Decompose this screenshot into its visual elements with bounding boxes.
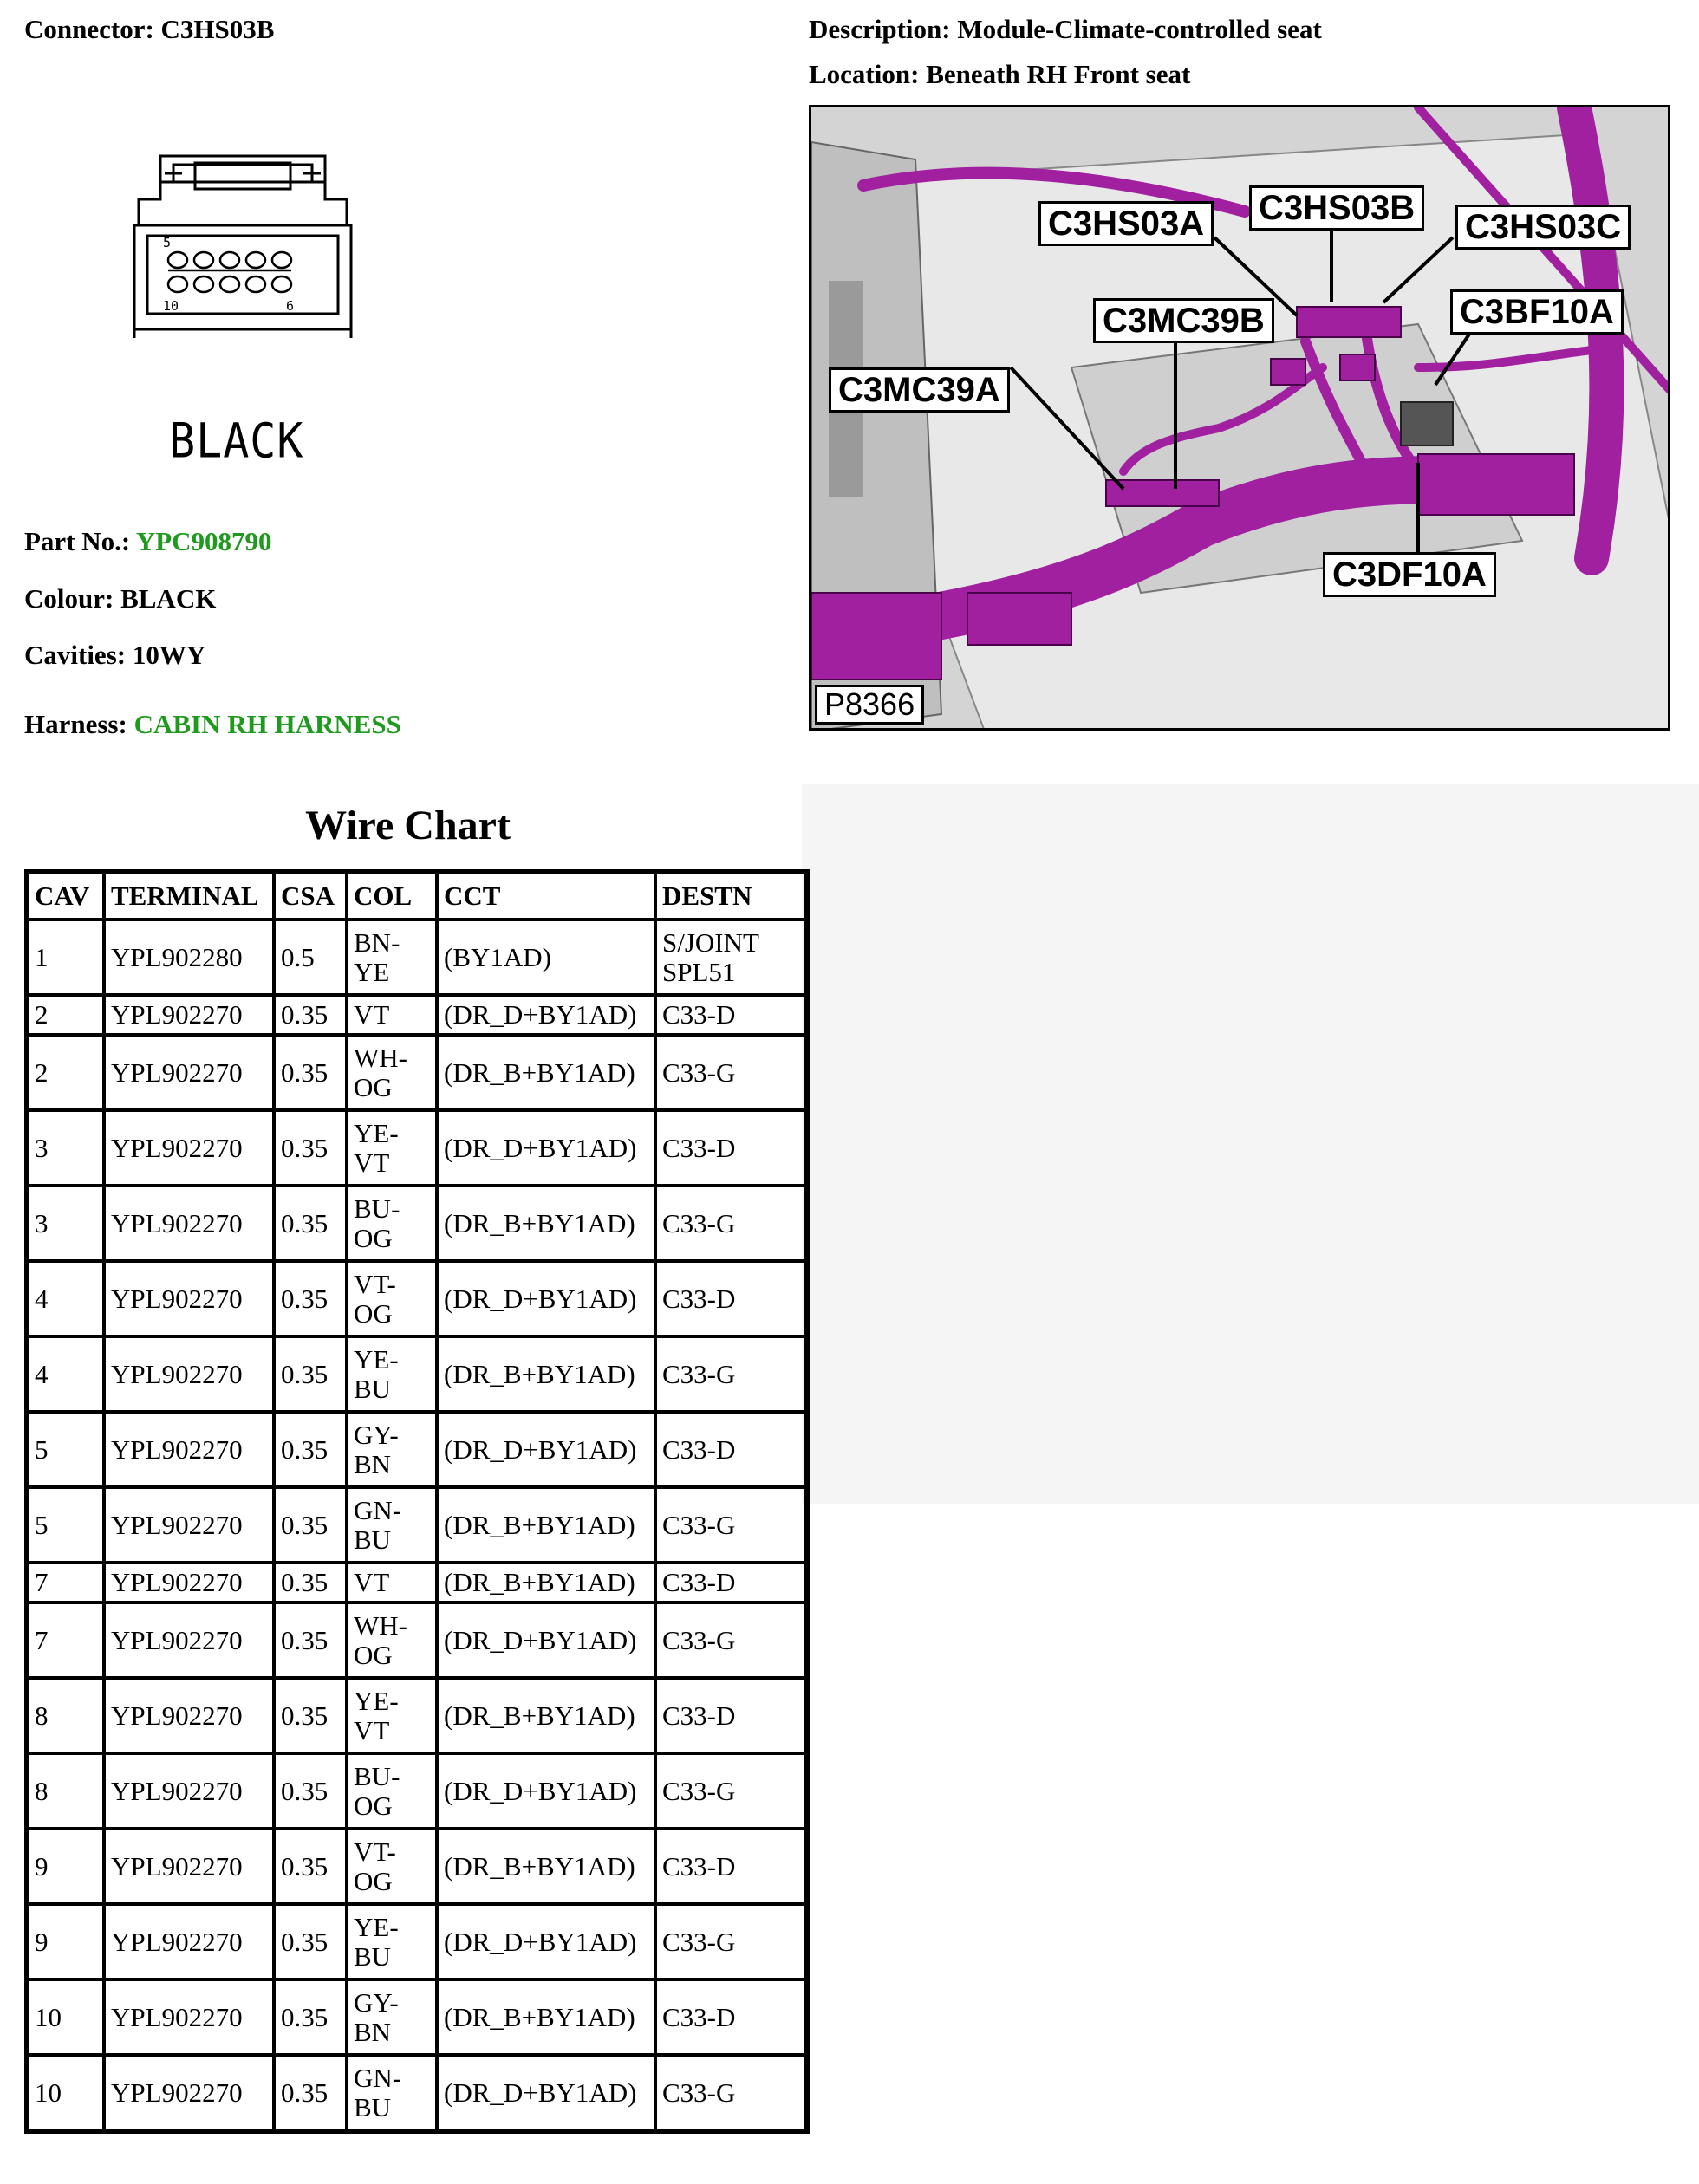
- cell-destn: C33-D: [655, 1563, 806, 1602]
- location-heading: [809, 59, 1190, 90]
- cell-csa: 0.35: [274, 1487, 347, 1563]
- cell-cav: 8: [28, 1678, 104, 1753]
- cell-terminal: YPL902270: [104, 1678, 274, 1753]
- cell-csa: 0.35: [274, 1186, 347, 1261]
- cell-col: YE- VT: [347, 1678, 437, 1753]
- location-illustration: [809, 105, 1670, 731]
- cell-terminal: YPL902270: [104, 1261, 274, 1336]
- column-header-col: COL: [347, 873, 437, 920]
- cell-terminal: YPL902270: [104, 1336, 274, 1412]
- table-row: [28, 1563, 806, 1602]
- column-header-destn: DESTN: [655, 873, 806, 920]
- cell-csa: 0.35: [274, 1602, 347, 1678]
- table-row: [28, 1261, 806, 1336]
- cell-destn: C33-D: [655, 1678, 806, 1753]
- cell-destn: C33-G: [655, 1753, 806, 1829]
- callout-c3mc39b: C3MC39B: [1093, 298, 1274, 343]
- cell-destn: S/JOINT SPL51: [655, 920, 806, 995]
- table-row: [28, 1979, 806, 2055]
- wire-chart-body: [28, 920, 806, 2130]
- colour-value: BLACK: [120, 583, 217, 614]
- cell-terminal: YPL902270: [104, 1979, 274, 2055]
- cell-cct: (BY1AD): [437, 920, 655, 995]
- callout-c3bf10a: C3BF10A: [1450, 289, 1624, 335]
- cell-cav: 4: [28, 1336, 104, 1412]
- column-header-terminal: TERMINAL: [104, 873, 274, 920]
- cell-destn: C33-G: [655, 1035, 806, 1110]
- callout-c3mc39a: C3MC39A: [829, 367, 1010, 413]
- cell-destn: C33-G: [655, 1186, 806, 1261]
- cell-csa: 0.35: [274, 1904, 347, 1979]
- cell-terminal: YPL902280: [104, 920, 274, 995]
- cell-cav: 7: [28, 1563, 104, 1602]
- cell-col: BU- OG: [347, 1753, 437, 1829]
- vehicle-floor-drawing: [811, 107, 1670, 731]
- cell-csa: 0.35: [274, 1753, 347, 1829]
- cell-terminal: YPL902270: [104, 995, 274, 1035]
- cell-cct: (DR_D+BY1AD): [437, 1602, 655, 1678]
- cell-col: BU- OG: [347, 1186, 437, 1261]
- cell-col: VT: [347, 1563, 437, 1602]
- cell-csa: 0.35: [274, 2055, 347, 2130]
- cell-csa: 0.35: [274, 1829, 347, 1904]
- cell-cav: 3: [28, 1110, 104, 1186]
- cell-terminal: YPL902270: [104, 1563, 274, 1602]
- column-header-cct: CCT: [437, 873, 655, 920]
- cell-cav: 5: [28, 1487, 104, 1563]
- connector-colour-caption: BLACK: [169, 413, 304, 469]
- description-label: Description:: [809, 14, 951, 44]
- cell-cav: 8: [28, 1753, 104, 1829]
- cell-destn: C33-D: [655, 1110, 806, 1186]
- harness-link[interactable]: CABIN RH HARNESS: [133, 709, 401, 739]
- cell-cct: (DR_B+BY1AD): [437, 1487, 655, 1563]
- callout-c3df10a: C3DF10A: [1323, 552, 1496, 597]
- cell-cav: 5: [28, 1412, 104, 1487]
- table-row: [28, 1829, 806, 1904]
- cell-cct: (DR_D+BY1AD): [437, 1261, 655, 1336]
- part-number-label: Part No.:: [24, 526, 131, 556]
- table-row: [28, 1110, 806, 1186]
- cell-terminal: YPL902270: [104, 2055, 274, 2130]
- connector-value: C3HS03B: [160, 14, 275, 44]
- table-row: [28, 1753, 806, 1829]
- cell-terminal: YPL902270: [104, 1110, 274, 1186]
- callout-c3hs03c: C3HS03C: [1455, 205, 1631, 250]
- cell-csa: 0.35: [274, 1110, 347, 1186]
- cell-terminal: YPL902270: [104, 1602, 274, 1678]
- connector-face-drawing: [113, 139, 373, 338]
- cell-col: VT- OG: [347, 1829, 437, 1904]
- connector-outline: [113, 139, 373, 338]
- table-row: [28, 1336, 806, 1412]
- cell-col: YE- BU: [347, 1904, 437, 1979]
- cavities-row: [24, 640, 205, 671]
- wire-chart-title: Wire Chart: [305, 803, 511, 848]
- cell-destn: C33-D: [655, 1979, 806, 2055]
- cell-cav: 4: [28, 1261, 104, 1336]
- cell-destn: C33-G: [655, 1602, 806, 1678]
- callout-c3hs03b: C3HS03B: [1249, 185, 1424, 231]
- cell-col: GY- BN: [347, 1412, 437, 1487]
- pin-label-5: 5: [163, 235, 172, 250]
- cell-destn: C33-G: [655, 2055, 806, 2130]
- part-number-row: [24, 526, 272, 557]
- cell-cav: 9: [28, 1904, 104, 1979]
- location-label: Location:: [809, 59, 920, 89]
- cell-cct: (DR_B+BY1AD): [437, 1979, 655, 2055]
- cell-destn: C33-G: [655, 1336, 806, 1412]
- cell-cct: (DR_D+BY1AD): [437, 995, 655, 1035]
- cell-destn: C33-D: [655, 1261, 806, 1336]
- cell-cav: 2: [28, 995, 104, 1035]
- table-row: [28, 1487, 806, 1563]
- table-row: [28, 1186, 806, 1261]
- cell-terminal: YPL902270: [104, 1829, 274, 1904]
- cell-col: BN- YE: [347, 920, 437, 995]
- cell-csa: 0.35: [274, 1261, 347, 1336]
- cell-cav: 10: [28, 2055, 104, 2130]
- cell-csa: 0.35: [274, 1678, 347, 1753]
- part-number-link[interactable]: YPC908790: [135, 526, 272, 556]
- table-row: [28, 1035, 806, 1110]
- cell-terminal: YPL902270: [104, 1412, 274, 1487]
- cell-destn: C33-D: [655, 1829, 806, 1904]
- cell-cav: 1: [28, 920, 104, 995]
- cell-destn: C33-D: [655, 995, 806, 1035]
- cell-cct: (DR_B+BY1AD): [437, 1336, 655, 1412]
- wire-chart-header-row: [28, 873, 806, 920]
- cell-cct: (DR_D+BY1AD): [437, 1412, 655, 1487]
- cell-col: YE- BU: [347, 1336, 437, 1412]
- location-value: Beneath RH Front seat: [926, 59, 1191, 89]
- cell-terminal: YPL902270: [104, 1904, 274, 1979]
- harness-row: [24, 709, 401, 740]
- cavities-value: 10WY: [132, 640, 206, 670]
- cell-col: VT: [347, 995, 437, 1035]
- cell-terminal: YPL902270: [104, 1753, 274, 1829]
- table-row: [28, 2055, 806, 2130]
- cell-col: YE- VT: [347, 1110, 437, 1186]
- cell-cav: 3: [28, 1186, 104, 1261]
- pin-label-10: 10: [163, 298, 179, 314]
- cell-cav: 9: [28, 1829, 104, 1904]
- cell-cct: (DR_B+BY1AD): [437, 1829, 655, 1904]
- table-row: [28, 1678, 806, 1753]
- cell-cct: (DR_D+BY1AD): [437, 1110, 655, 1186]
- cell-csa: 0.5: [274, 920, 347, 995]
- description-heading: [809, 14, 1322, 45]
- table-row: [28, 1602, 806, 1678]
- connector-label: Connector:: [24, 14, 154, 44]
- cell-col: GN- BU: [347, 2055, 437, 2130]
- callout-c3hs03a: C3HS03A: [1038, 201, 1214, 246]
- table-row: [28, 1904, 806, 1979]
- cell-cav: 2: [28, 1035, 104, 1110]
- colour-label: Colour:: [24, 583, 114, 614]
- description-value: Module-Climate-controlled seat: [957, 14, 1322, 44]
- table-row: [28, 995, 806, 1035]
- cell-terminal: YPL902270: [104, 1487, 274, 1563]
- cavities-label: Cavities:: [24, 640, 127, 670]
- table-row: [28, 1412, 806, 1487]
- colour-row: [24, 583, 216, 614]
- cell-cct: (DR_B+BY1AD): [437, 1186, 655, 1261]
- column-header-cav: CAV: [28, 873, 104, 920]
- cell-col: VT- OG: [347, 1261, 437, 1336]
- illustration-id: P8366: [815, 685, 924, 725]
- cell-col: WH- OG: [347, 1035, 437, 1110]
- cell-terminal: YPL902270: [104, 1186, 274, 1261]
- empty-panel: [802, 784, 1699, 1504]
- table-row: [28, 920, 806, 995]
- cell-cct: (DR_D+BY1AD): [437, 2055, 655, 2130]
- pin-label-6: 6: [286, 298, 295, 314]
- cell-csa: 0.35: [274, 1035, 347, 1110]
- cell-cct: (DR_D+BY1AD): [437, 1904, 655, 1979]
- cell-cct: (DR_B+BY1AD): [437, 1678, 655, 1753]
- column-header-csa: CSA: [274, 873, 347, 920]
- cell-csa: 0.35: [274, 1563, 347, 1602]
- cell-destn: C33-G: [655, 1487, 806, 1563]
- cell-col: GN- BU: [347, 1487, 437, 1563]
- cell-col: GY- BN: [347, 1979, 437, 2055]
- cell-destn: C33-G: [655, 1904, 806, 1979]
- cell-csa: 0.35: [274, 1412, 347, 1487]
- cell-csa: 0.35: [274, 1979, 347, 2055]
- cell-cct: (DR_B+BY1AD): [437, 1563, 655, 1602]
- cell-cav: 10: [28, 1979, 104, 2055]
- cell-cct: (DR_D+BY1AD): [437, 1753, 655, 1829]
- cell-csa: 0.35: [274, 995, 347, 1035]
- connector-heading: [24, 14, 274, 45]
- cell-terminal: YPL902270: [104, 1035, 274, 1110]
- harness-label: Harness:: [24, 709, 127, 739]
- wire-chart-table: [24, 869, 810, 2134]
- cell-csa: 0.35: [274, 1336, 347, 1412]
- cell-col: WH- OG: [347, 1602, 437, 1678]
- cell-cct: (DR_B+BY1AD): [437, 1035, 655, 1110]
- cell-destn: C33-D: [655, 1412, 806, 1487]
- cell-cav: 7: [28, 1602, 104, 1678]
